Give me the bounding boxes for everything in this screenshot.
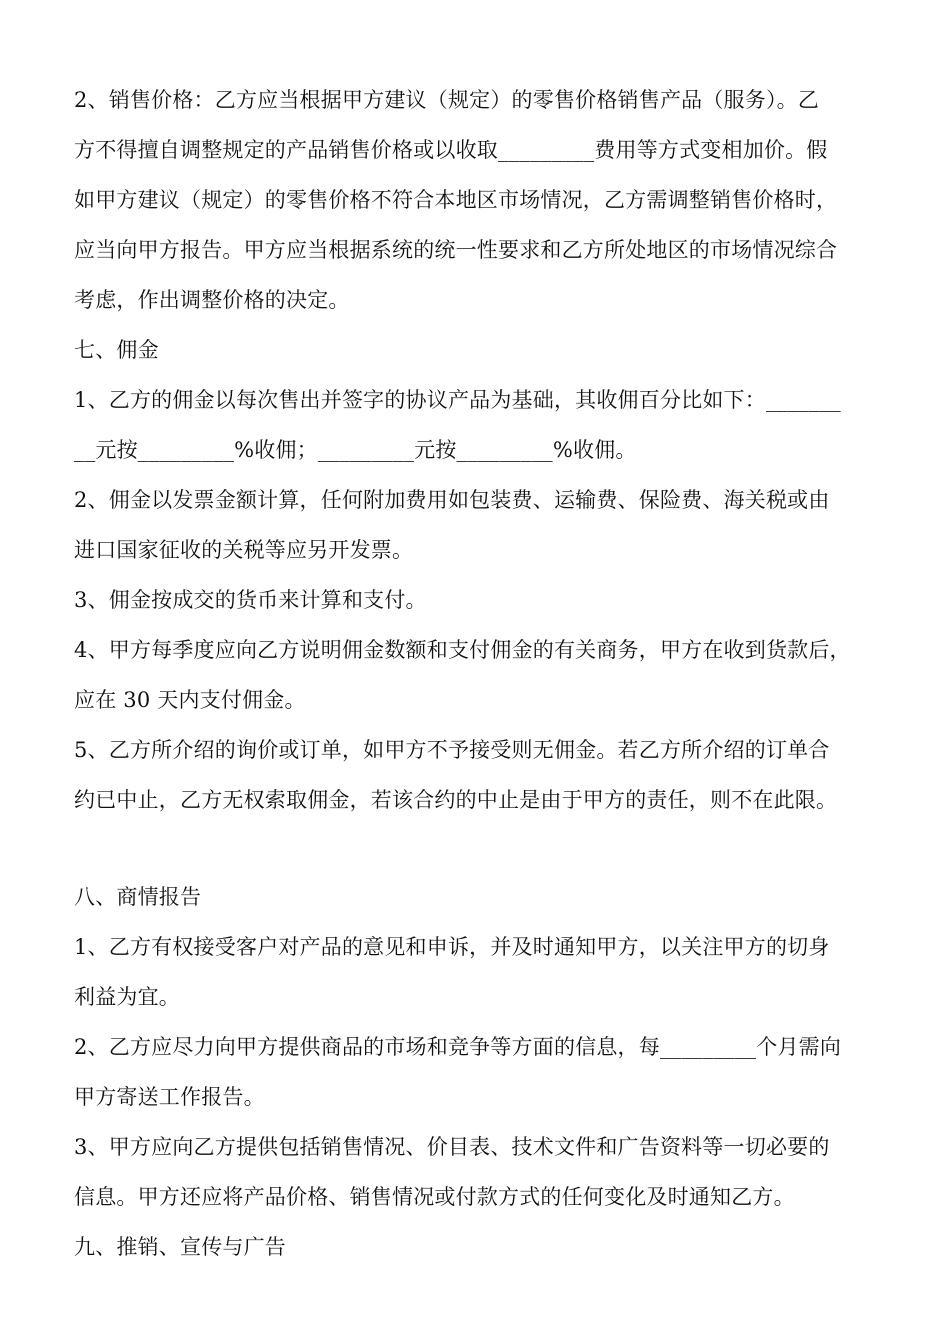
section-heading-business-report: 八、商情报告 <box>74 885 202 909</box>
text-line-commission-1: 1、乙方的佣金以每次售出并签字的协议产品为基础，其收佣百分比如下：_______ <box>74 388 841 412</box>
text-line-report-4: 甲方寄送工作报告。 <box>74 1085 265 1109</box>
text-line-price-5: 考虑，作出调整价格的决定。 <box>74 288 350 312</box>
text-line-report-6: 信息。甲方还应将产品价格、销售情况或付款方式的任何变化及时通知乙方。 <box>74 1185 795 1209</box>
text-line-report-2: 利益为宜。 <box>74 985 180 1009</box>
text-line-commission-3: 2、佣金以发票金额计算，任何附加费用如包装费、运输费、保险费、海关税或由 <box>74 488 830 512</box>
text-line-report-5: 3、甲方应向乙方提供包括销售情况、价目表、技术文件和广告资料等一切必要的 <box>74 1135 830 1159</box>
text-line-commission-2: __元按_________%收佣；_________元按_________%收佣。 <box>74 438 637 462</box>
text-line-price-3: 如甲方建议（规定）的零售价格不符合本地区市场情况，乙方需调整销售价格时， <box>74 188 838 212</box>
text-line-commission-8: 5、乙方所介绍的询价或订单，如甲方不予接受则无佣金。若乙方所介绍的订单合 <box>74 738 830 762</box>
text-line-commission-5: 3、佣金按成交的货币来计算和支付。 <box>74 588 427 612</box>
text-line-price-4: 应当向甲方报告。甲方应当根据系统的统一性要求和乙方所处地区的市场情况综合 <box>74 238 838 262</box>
text-line-price-1: 2、销售价格：乙方应当根据甲方建议（规定）的零售价格销售产品（服务）。乙 <box>74 88 820 112</box>
text-line-report-3: 2、乙方应尽力向甲方提供商品的市场和竞争等方面的信息，每_________个月需向 <box>74 1035 842 1059</box>
text-line-price-2: 方不得擅自调整规定的产品销售价格或以收取_________费用等方式变相加价。假 <box>74 138 828 162</box>
section-heading-promotion: 九、推销、宣传与广告 <box>74 1235 286 1259</box>
text-line-commission-4: 进口国家征收的关税等应另开发票。 <box>74 538 414 562</box>
text-line-report-1: 1、乙方有权接受客户对产品的意见和申诉，并及时通知甲方，以关注甲方的切身 <box>74 935 830 959</box>
text-line-commission-7: 应在 30 天内支付佣金。 <box>74 688 306 712</box>
text-line-commission-6: 4、甲方每季度应向乙方说明佣金数额和支付佣金的有关商务，甲方在收到货款后， <box>74 638 851 662</box>
text-line-commission-9: 约已中止，乙方无权索取佣金，若该合约的中止是由于甲方的责任，则不在此限。 <box>74 788 838 812</box>
section-heading-commission: 七、佣金 <box>74 338 159 362</box>
